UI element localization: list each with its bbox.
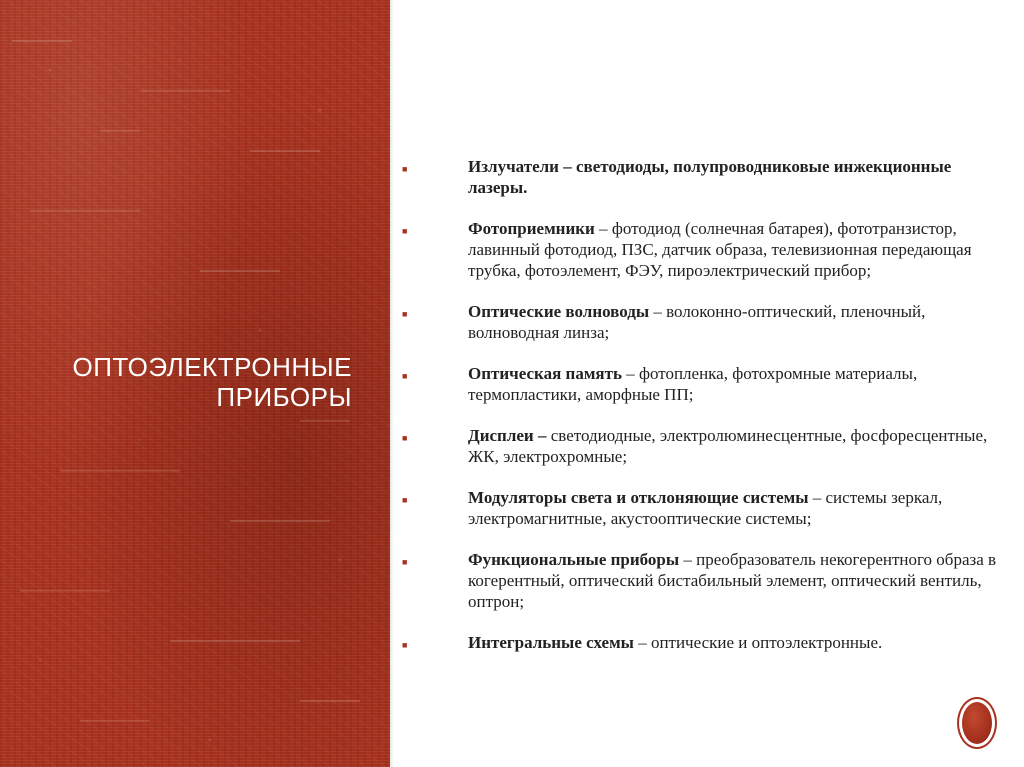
item-desc: – системы зеркал, электромагнитные, акустооптические системы; [468,488,943,528]
slide-title [32,352,352,412]
list-item [398,632,998,653]
item-desc: – преобразователь некогерентного образа в когерентный, оптический бистабильный элемент, оптический вентиль, оптрон; [468,550,997,611]
item-term: Функциональные приборы [468,550,680,569]
square-bullet-icon: ■ [402,495,408,505]
item-term: Модуляторы света и отклоняющие системы [468,488,809,507]
slide-title-line-2: ПРИБОРЫ [216,382,352,412]
circle-logo-icon [957,697,997,749]
list-item [398,218,998,281]
item-term: Оптическая память [468,364,622,383]
list-item [398,549,998,612]
item-term: Фотоприемники [468,219,595,238]
square-bullet-icon: ■ [402,371,408,381]
title-panel [0,0,390,767]
square-bullet-icon: ■ [402,557,408,567]
item-term: Дисплеи – [468,426,551,445]
square-bullet-icon: ■ [402,640,408,650]
circle-logo-fill [962,702,992,744]
square-bullet-icon: ■ [402,433,408,443]
item-term: Излучатели – светодиоды, полупроводниковые инжекционные лазеры. [468,157,952,197]
item-term: Интегральные схемы [468,633,634,652]
bullet-list [398,156,998,673]
panel-divider [390,0,394,767]
item-desc: – фотопленка, фотохромные материалы, термопластики, аморфные ПП; [468,364,918,404]
square-bullet-icon: ■ [402,164,408,174]
item-desc: – волоконно-оптический, пленочный, волноводная линза; [468,302,926,342]
list-item [398,363,998,405]
item-desc: – оптические и оптоэлектронные. [633,633,883,652]
slide-title-line-1: ОПТОЭЛЕКТРОННЫЕ [72,352,352,382]
list-item [398,425,998,467]
item-term: Оптические волноводы [468,302,650,321]
square-bullet-icon: ■ [402,309,408,319]
list-item [398,487,998,529]
item-desc: светодиодные, электролюминесцентные, фосфоресцентные, ЖК, электрохромные; [468,426,988,466]
square-bullet-icon: ■ [402,226,408,236]
list-item [398,156,998,198]
list-item [398,301,998,343]
item-desc: – фотодиод (солнечная батарея), фототранзистор, лавинный фотодиод, ПЗС, датчик образа, телевизионная передающая трубка, фотоэлемент, ФЭУ, пироэлектрический прибор; [468,219,972,280]
